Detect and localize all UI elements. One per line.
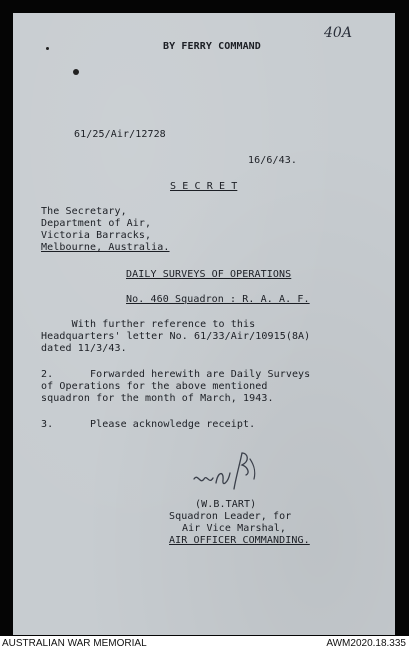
classification-secret: S E C R E T bbox=[170, 181, 238, 192]
footer-bar bbox=[0, 636, 409, 653]
paragraph-1-line-2: Headquarters' letter No. 61/33/Air/10915(8A) bbox=[41, 331, 311, 342]
letter-date: 16/6/43. bbox=[248, 155, 297, 166]
header-line: BY FERRY COMMAND bbox=[163, 41, 261, 52]
addressee-line-1: The Secretary, bbox=[41, 206, 127, 217]
paragraph-2-line-1: 2. Forwarded herewith are Daily Surveys bbox=[41, 369, 311, 380]
document-page bbox=[13, 13, 395, 635]
paragraph-3: 3. Please acknowledge receipt. bbox=[41, 419, 256, 430]
subject-title: DAILY SURVEYS OF OPERATIONS bbox=[126, 269, 292, 280]
addressee-line-2: Department of Air, bbox=[41, 218, 152, 229]
signatory-for-role: Air Vice Marshal, bbox=[182, 523, 287, 534]
paragraph-2-line-2: of Operations for the above mentioned bbox=[41, 381, 268, 392]
paragraph-2-line-3: squadron for the month of March, 1943. bbox=[41, 393, 274, 404]
file-reference: 61/25/Air/12728 bbox=[74, 129, 166, 140]
paragraph-1-line-3: dated 11/3/43. bbox=[41, 343, 127, 354]
addressee-line-3: Victoria Barracks, bbox=[41, 230, 152, 241]
subject-squadron: No. 460 Squadron : R. A. A. F. bbox=[126, 294, 310, 305]
footer-institution: AUSTRALIAN WAR MEMORIAL bbox=[2, 638, 147, 649]
handwritten-signature bbox=[190, 449, 270, 499]
punch-mark-small bbox=[46, 47, 49, 50]
signatory-rank: Squadron Leader, for bbox=[169, 511, 292, 522]
addressee-line-4: Melbourne, Australia. bbox=[41, 242, 170, 253]
signatory-office: AIR OFFICER COMMANDING. bbox=[169, 535, 310, 546]
handwritten-folio-number: 40A bbox=[324, 25, 352, 41]
paragraph-1-line-1: With further reference to this bbox=[41, 319, 256, 330]
punch-mark-large bbox=[73, 69, 79, 75]
signatory-name: (W.B.TART) bbox=[195, 499, 257, 510]
footer-accession-number: AWM2020.18.335 bbox=[326, 638, 406, 649]
